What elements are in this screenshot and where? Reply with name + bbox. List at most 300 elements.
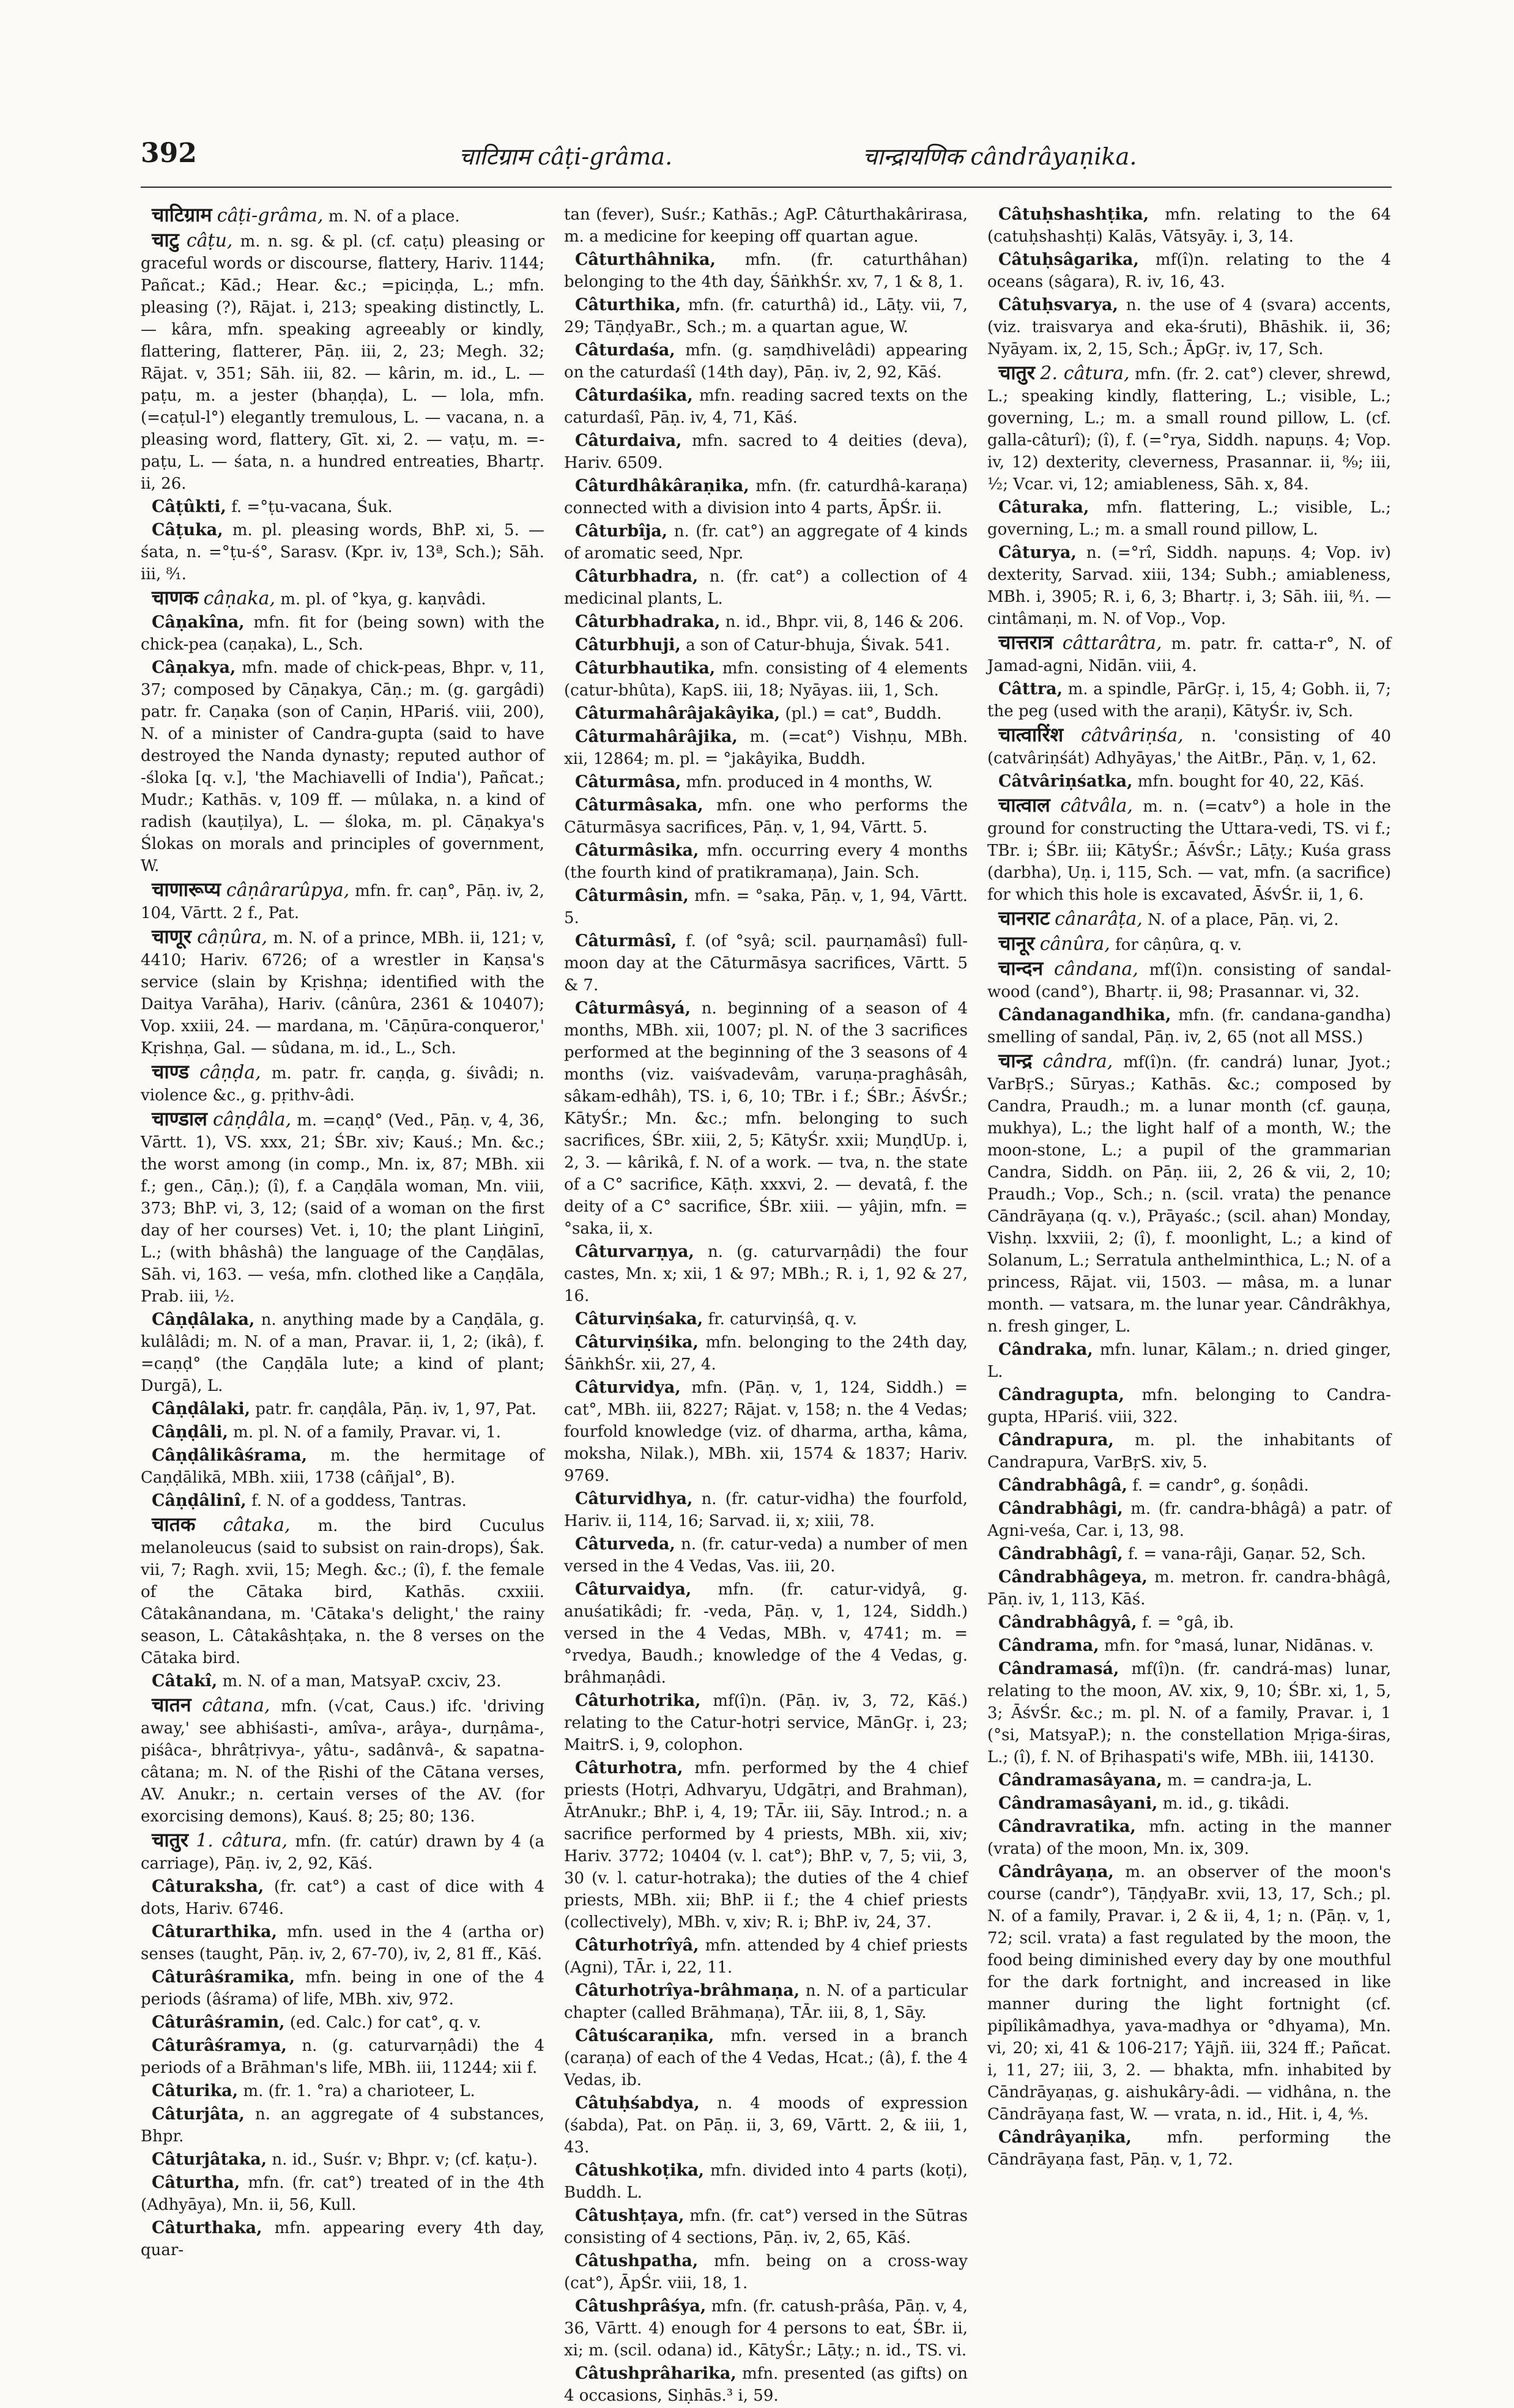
transliteration: câṇḍâla, <box>213 1109 292 1130</box>
headword: Câṭuka, <box>152 520 223 539</box>
dictionary-entry <box>141 1061 544 1106</box>
dictionary-entry <box>987 1429 1391 1473</box>
headword: Câturmâsika, <box>575 841 699 860</box>
definition-text: f. = °gâ, ib. <box>1141 1613 1234 1632</box>
headword: Câturjâtaka, <box>152 2150 267 2169</box>
headword: Câtushpatha, <box>575 2251 699 2270</box>
dictionary-entry <box>141 925 544 1059</box>
columns <box>141 203 1392 2405</box>
headword: Câturarthika, <box>152 1922 277 1941</box>
headword: Cândramasâyani, <box>998 1794 1158 1813</box>
dictionary-entry <box>141 2217 544 2261</box>
dictionary-entry <box>564 658 968 702</box>
headword: Cândramasâyana, <box>998 1771 1162 1790</box>
definition-text: mfn. flattering, L.; visible, L.; governing, L.; m. a small round pillow, L. <box>987 498 1391 539</box>
headword: Câturhotrika, <box>575 1691 701 1710</box>
definition-text: n. (fr. cat°) an aggregate of 4 kinds of aromatic seed, Npr. <box>564 522 968 563</box>
transliteration: câtana, <box>202 1695 270 1716</box>
dictionary-entry <box>564 1308 968 1330</box>
dictionary-entry <box>564 520 968 565</box>
headword: Câṭûkti, <box>152 497 226 516</box>
transliteration: câttarâtra, <box>1062 632 1162 654</box>
transliteration: câṇârarûpya, <box>226 880 350 901</box>
definition-text: n. (fr. catur-vidha) the fourfold, Hariv. ii, 114, 16; Sarvad. ii, x; xiii, 78. <box>564 1490 968 1530</box>
devanagari-headword: चान्द्र <box>998 1049 1033 1072</box>
dictionary-entry <box>987 1566 1391 1610</box>
dictionary-entry <box>564 885 968 929</box>
dictionary-entry <box>564 339 968 383</box>
dictionary-entry <box>564 726 968 770</box>
dictionary-entry <box>564 1488 968 1532</box>
dictionary-entry <box>564 1690 968 1756</box>
dictionary-entry <box>987 1793 1391 1815</box>
dictionary-entry <box>987 1612 1391 1634</box>
headword: Câturbhadra, <box>575 567 699 586</box>
headword: Câturthâhnika, <box>575 250 716 269</box>
definition-text: mfn. performed by the 4 chief priests (Hotṛi, Adhvaryu, Udgātṛi, and Brahman), ĀtrAnukr.; BhP. i, 4, 19; TĀr. iii, Sāy. Introd.; n. a sacrifice performed by 4 priests, MBh. xii, xiv; Hariv. 3772; 10404 (v. l. cat°); BhP. v, 7, 5; vii, 3, 30 (v. l. catur-hotraka); the duties of the 4 chief priests, MBh. xii; BhP. ii f.; the 4 chief priests (collectively), MBh. v, xiv; R. i; BhP. iv, 24, 37. <box>564 1759 968 1932</box>
definition-text: n. the use of 4 (svara) accents, (viz. traisvarya and eka-śruti), Bhāshik. ii, 36; Nyāyam. ix, 2, 15, Sch.; ĀpGṛ. iv, 17, Sch. <box>987 296 1392 358</box>
definition-text: n. id., Suśr. v; Bhpr. v; (cf. kaṭu-). <box>272 2151 538 2169</box>
dictionary-entry <box>987 1475 1391 1497</box>
dictionary-entry <box>141 2012 544 2034</box>
devanagari-headword: चान्दन <box>998 957 1044 980</box>
dictionary-entry <box>564 249 968 293</box>
dictionary-entry <box>987 771 1391 793</box>
dictionary-entry <box>564 2295 968 2362</box>
definition-text: mfn. belonging to Candra-gupta, HPariś. viii, 322. <box>987 1386 1391 1426</box>
definition-text: mfn. occurring every 4 months (the fourth kind of pratikramaṇa), Jain. Sch. <box>564 842 968 882</box>
dictionary-entry <box>141 1490 544 1512</box>
dictionary-entry <box>564 1980 968 2024</box>
headword: Câtuḥśabdya, <box>575 2094 700 2113</box>
definition-text: m. a spindle, PārGṛ. i, 15, 4; Gobh. ii, 7; the peg (used with the araṇi), KātyŚr. iv, Sch. <box>987 680 1391 721</box>
devanagari-headword: चात्वाल <box>998 793 1050 817</box>
headword: Câturaka, <box>998 498 1089 517</box>
transliteration: câtvâriṇśa, <box>1081 725 1184 746</box>
dictionary-entry <box>564 2250 968 2294</box>
dictionary-entry <box>141 229 544 495</box>
headword: Câtushprâharika, <box>575 2364 737 2383</box>
definition-text: mfn. attended by 4 chief priests (Agni), TĀr. i, 22, 11. <box>564 1936 968 1977</box>
devanagari-headword: चाणक <box>152 586 199 609</box>
headword: Câtakî, <box>152 1672 218 1691</box>
definition-text: n. (fr. cat°) a collection of 4 medicinal plants, L. <box>564 568 968 608</box>
headword: Cândragupta, <box>998 1385 1124 1404</box>
dictionary-entry <box>141 1108 544 1308</box>
headword: Câturvidhya, <box>575 1489 693 1508</box>
dictionary-entry <box>141 204 544 228</box>
definition-text: n. (=°rî, Siddh. napuṇs. 4; Vop. iv) dexterity, Sarvad. xiii, 134; Subh.; amiableness, MBh. i, 3905; R. i, 6, 3; Bhartṛ. i, 3; Sāh. iii, ⁸⁄₁. — cintâmaṇi, m. N. of Vop., Vop. <box>987 544 1391 628</box>
definition-text: m. metron. fr. candra-bhâgâ, Pāṇ. iv, 1, 113, Kāś. <box>987 1568 1392 1609</box>
left-running-head: चाटिग्राम câṭi-grâma. <box>459 143 673 170</box>
definition-text: mfn. being in one of the 4 periods (âśrama) of life, MBh. xiv, 972. <box>141 1968 544 2009</box>
definition-text: n. 'consisting of 40 (catvâriṇśát) Adhyāyas,' the AitBr., Pāṇ. v, 1, 62. <box>987 727 1392 768</box>
devanagari-headword: चानराट <box>998 906 1050 930</box>
dictionary-entry <box>141 2172 544 2216</box>
definition-text: mf(î)n. relating to the 4 oceans (sâgara), R. iv, 16, 43. <box>987 251 1391 291</box>
dictionary-entry <box>141 657 544 877</box>
headword: Cândrabhâgeya, <box>998 1568 1148 1587</box>
definition-text: (fr. cat°) a cast of dice with 4 dots, Hariv. 6746. <box>141 1878 544 1918</box>
headword: Câturmâsyá, <box>575 999 691 1018</box>
headword: Câturveda, <box>575 1535 675 1554</box>
devanagari-headword: चाणारूप्य <box>152 878 221 901</box>
headword: Câturviṇśaka, <box>575 1310 703 1328</box>
headword: Câturâśramya, <box>152 2036 287 2055</box>
headword: Câturaksha, <box>152 1877 264 1896</box>
definition-text: mfn. (g. saṃdhivelâdi) appearing on the caturdaśî (14th day), Pāṇ. iv, 2, 92, Kāś. <box>564 341 968 382</box>
headword: Câturmâsî, <box>575 932 677 950</box>
definition-text: n. 4 moods of expression (śabda), Pat. on Pāṇ. ii, 3, 69, Vārtt. 2, & iii, 1, 43. <box>564 2094 968 2157</box>
definition-text: mfn. fit for (being sown) with the chick-pea (caṇaka), L., Sch. <box>141 613 544 654</box>
headword: Câṇḍâlaka, <box>152 1310 255 1329</box>
dictionary-entry <box>564 998 968 1240</box>
dictionary-entry <box>141 1829 544 1875</box>
headword: Câturdhâkâraṇika, <box>575 476 749 495</box>
dictionary-entry <box>141 1513 544 1669</box>
definition-text: (pl.) = cat°, Buddh. <box>785 705 942 723</box>
devanagari-headword: चातन <box>152 1693 191 1716</box>
definition-text: mfn. acting in the manner (vrata) of the moon, Mn. ix, 309. <box>987 1818 1391 1858</box>
headword: Câturhotra, <box>575 1758 683 1777</box>
dictionary-entry <box>564 771 968 793</box>
dictionary-entry <box>564 294 968 338</box>
dictionary-entry <box>987 497 1391 541</box>
headword: Câturhotrîyâ, <box>575 1936 699 1955</box>
headword: Câtuḥsâgarika, <box>998 250 1139 269</box>
devanagari-headword: चाण्डाल <box>152 1107 207 1130</box>
headword: Câturvaidya, <box>575 1580 692 1599</box>
headword: Câṇakîna, <box>152 613 245 632</box>
headword: Câṇḍâli, <box>152 1423 228 1442</box>
dictionary-entry <box>141 612 544 656</box>
transliteration: cânûra, <box>1039 933 1110 955</box>
definition-text: m. N. of a prince, MBh. ii, 121; v, 4410; Hariv. 6726; of a wrestler in Kaṇsa's service (slain by Kṛishṇa; identified with the Daitya Varāha), Hariv. (cânûra, 2361 & 10407); Vop. xxiii, 24. — mardana, m. 'Cāṇūra-conqueror,' Kṛishṇa, Gal. — sûdana, m. id., L., Sch. <box>141 929 544 1058</box>
headword: Câṇḍâlikâśrama, <box>152 1446 308 1465</box>
headword: Câṇḍâlinî, <box>152 1491 247 1510</box>
dictionary-entry <box>564 1533 968 1577</box>
dictionary-entry <box>564 2205 968 2249</box>
definition-text: mfn. divided into 4 parts (koṭi), Buddh. L. <box>564 2162 968 2202</box>
devanagari-headword: चाणूर <box>152 925 191 948</box>
dictionary-entry <box>141 1421 544 1443</box>
definition-text: mfn. bought for 40, 22, Kāś. <box>1137 772 1365 791</box>
dictionary-entry <box>564 385 968 429</box>
headword: Cândrabhâgi, <box>998 1499 1123 1518</box>
headword: Câturvidya, <box>575 1378 681 1397</box>
dictionary-entry <box>987 204 1391 248</box>
definition-text: a son of Catur-bhuja, Śivak. 541. <box>686 636 950 654</box>
headword: Cândrabhâgî, <box>998 1544 1123 1563</box>
definition-text: m. (=cat°) Vishṇu, MBh. xii, 12864; m. pl. = °jakâyika, Buddh. <box>564 728 968 768</box>
dictionary-entry <box>564 1579 968 1689</box>
transliteration: câṭu, <box>186 230 233 251</box>
dictionary-entry <box>987 1861 1391 2125</box>
dictionary-entry <box>987 249 1391 293</box>
definition-text: mfn. (fr. candana-gandha) smelling of sandal, Pāṇ. iv, 2, 65 (not all MSS.) <box>987 1006 1392 1047</box>
dictionary-entry <box>141 2103 544 2147</box>
dictionary-entry <box>987 907 1391 931</box>
headword: Câturmahârâjakâyika, <box>575 704 781 723</box>
dictionary-entry <box>141 2080 544 2102</box>
definition-text: fr. caturviṇśâ, q. v. <box>708 1310 858 1328</box>
definition-text: n. id., Bhpr. vii, 8, 146 & 206. <box>725 613 964 631</box>
transliteration: câtvâla, <box>1060 795 1133 817</box>
headword: Câturdaśika, <box>575 386 693 405</box>
dictionary-entry <box>564 703 968 725</box>
definition-text: mfn. performing the Cāndrāyaṇa fast, Pāṇ. v, 1, 72. <box>987 2128 1391 2169</box>
dictionary-entry <box>564 1757 968 1933</box>
definition-text: m. the hermitage of Caṇḍālikā, MBh. xiii, 1738 (câñjal°, B). <box>141 1447 544 1487</box>
definition-text: mfn. consisting of 4 elements (catur-bhûta), KapS. iii, 18; Nyāyas. iii, 1, Sch. <box>564 659 968 700</box>
headword: Câturtha, <box>152 2173 240 2192</box>
headword: Câtuḥshashṭika, <box>998 205 1149 224</box>
headword: Cândrama, <box>998 1636 1099 1655</box>
definition-text: mfn. fr. caṇ°, Pāṇ. iv, 2, 104, Vārtt. 2 f., Pat. <box>141 882 545 922</box>
definition-text: patr. fr. caṇḍâla, Pāṇ. iv, 1, 97, Pat. <box>255 1400 537 1418</box>
column-2 <box>564 204 968 2408</box>
definition-text: mfn. being on a cross-way (cat°), ĀpŚr. viii, 18, 1. <box>564 2252 968 2292</box>
definition-text: f. = vana-râji, Gaṇar. 52, Sch. <box>1128 1545 1366 1563</box>
headword: Câturmâsin, <box>575 886 689 905</box>
dictionary-entry <box>564 2092 968 2158</box>
devanagari-headword: चानूर <box>998 932 1035 955</box>
dictionary-entry <box>564 1241 968 1307</box>
dictionary-entry <box>987 1384 1391 1428</box>
devanagari-headword: चाटिग्राम <box>152 203 212 226</box>
definition-text: f. (of °syâ; scil. paurṇamâsî) full-moon day at the Cāturmāsya sacrifices, Vārtt. 5 & 7. <box>564 932 968 995</box>
dictionary-entry <box>987 1635 1391 1657</box>
headword: Câturvarṇya, <box>575 1242 694 1261</box>
headword: Câturmahârâjika, <box>575 727 738 746</box>
transliteration: câṇûra, <box>197 927 268 948</box>
definition-text: mf(î)n. (Pāṇ. iv, 3, 72, Kāś.) relating to the Catur-hotṛi service, MānGṛ. i, 23; MaitrS. i, 9, colophon. <box>564 1692 968 1754</box>
definition-text: f. =°ṭu-vacana, Śuk. <box>231 498 393 516</box>
definition-text: m. pl. N. of a family, Pravar. vi, 1. <box>233 1423 501 1442</box>
devanagari-headword: चाटु <box>152 228 179 251</box>
headword: Câturmâsa, <box>575 772 681 791</box>
headword: Cândrabhâgâ, <box>998 1476 1127 1495</box>
definition-text: m. N. of a man, MatsyaP. cxciv, 23. <box>222 1672 502 1691</box>
definition-text: m. pl. of °kya, g. kaṇvâdi. <box>280 590 486 609</box>
definition-text: m. pl. the inhabitants of Candrapura, VarBṛS. xiv, 5. <box>987 1431 1392 1472</box>
transliteration: 1. câtura, <box>196 1830 288 1851</box>
dictionary-entry <box>141 1445 544 1489</box>
definition-text: mfn. reading sacred texts on the caturdaśî, Pāṇ. iv, 4, 71, Kāś. <box>564 387 968 427</box>
definition-text: mfn. (fr. catúr) drawn by 4 (a carriage), Pāṇ. iv, 2, 92, Kāś. <box>141 1832 544 1873</box>
definition-text: mfn. produced in 4 months, W. <box>686 773 933 791</box>
dictionary-entry <box>987 724 1391 769</box>
definition-text: m. (fr. candra-bhâgâ) a patr. of Agni-veśa, Car. i, 13, 98. <box>987 1500 1391 1540</box>
headword: Câturhotrîya-brâhmaṇa, <box>575 1981 800 2000</box>
definition-text: m. an observer of the moon's course (candr°), TāṇḍyaBr. xvii, 13, 17, Sch.; pl. N. of a family, Pravar. i, 2 & ii, 4, 1; n. (Pāṇ. v, 1, 72; scil. vrata) a fast regulated by the moon, the food being diminished every day by one mouthful for the dark fortnight, and increased in like manner during the light fortnight (cf. pipîlikâmadhya, yava-madhya or °dhyama), Mn. vi, 20; xi, 41 & 106-217; Yājñ. iii, 324 ff.; Pañcat. i, 11, 27; iii, 3, 2. — bhakta, mfn. inhabited by Cāndrāyaṇas, g. aishukâry-âdi. — vidhâna, n. the Cāndrāyaṇa fast, W. — vrata, n. id., Hit. i, 4, ⁴⁄₅. <box>987 1863 1391 2124</box>
definition-text: m. n. sg. & pl. (cf. caṭu) pleasing or graceful words or discourse, flattery, Hariv. 1144; Pañcat.; Kād.; Hear. &c.; =piciṇḍa, L.; mfn. pleasing (?), Rājat. i, 213; speaking distinctly, L. — kâra, mfn. speaking agreeably or kindly, flattering, flatterer, Pāṇ. iii, 2, 23; Megh. 32; Rājat. v, 351; Sāh. iii, 82. — kârin, m. id., L. — paṭu, m. a jester (bhaṇḍa), L. — lola, mfn. (=caṭul-l°) elegantly tremulous, L. — vacana, n. a pleasing word, flattery, Gīt. xi, 2. — vaṭu, m. =-paṭu, L. — śata, n. a hundred entreaties, Bhartṛ. ii, 26. <box>141 232 544 493</box>
definition-text: mfn. (√cat, Caus.) ifc. 'driving away,' see abhiśasti-, amîva-, arâya-, durṇâma-, piśâca-, bhrâtṛivya-, yâtu-, sadânvâ-, & sapatna-câtana; m. N. of the Ṛishi of the Cātana verses, AV. Anukr.; n. certain verses of the AV. (for exorcising demons), Kauś. 8; 25; 80; 136. <box>141 1697 544 1826</box>
dictionary-entry <box>564 930 968 996</box>
dictionary-entry <box>564 2025 968 2091</box>
headword: Câtushkoṭika, <box>575 2161 704 2180</box>
headword: Câturmâsaka, <box>575 796 703 815</box>
definition-text: m. (fr. 1. °ra) a charioteer, L. <box>243 2082 475 2100</box>
dictionary-entry <box>141 1398 544 1420</box>
headword: Câtuḥsvarya, <box>998 295 1118 314</box>
definition-text: n. beginning of a season of 4 months, MBh. xii, 1007; pl. N. of the 3 sacrifices performed at the beginning of the 3 seasons of 4 months (viz. vaiśvadevâm, varuṇa-praghâsâh, sâkam-edhâh), TS. i, 6, 10; TBr. i f.; ŚBr.; ĀśvŚr.; KātyŚr.; Mn. &c.; mfn. belonging to such sacrifices, ŚBr. xiii, 2, 5; KātyŚr. xxii; MuṇḍUp. i, 2, 3. — kârikâ, f. N. of a work. — tva, n. the state of a C° sacrifice, Kāṭh. xxxvi, 2. — devatâ, f. the deity of a C° sacrifice, ŚBr. xiii. — yâjin, mfn. = °saka, ii, x. <box>564 999 968 1238</box>
dictionary-entry <box>987 361 1391 495</box>
dictionary-entry <box>564 2160 968 2204</box>
dictionary-entry <box>987 2127 1391 2171</box>
definition-text: n. N. of a particular chapter (called Brāhmaṇa), TĀr. iii, 8, 1, Sāy. <box>564 1982 968 2022</box>
definition-text: m. N. of a place. <box>328 207 460 226</box>
transliteration: cândra, <box>1042 1051 1113 1072</box>
transliteration: câṇḍa, <box>199 1062 261 1083</box>
dictionary-entry <box>987 794 1391 906</box>
definition-text: m. = candra-ja, L. <box>1167 1771 1312 1790</box>
definition-text: m. pl. pleasing words, BhP. xi, 5. — śata, n. =°ṭu-ś°, Sarasv. (Kpr. iv, 13ª, Sch.); Sāh. iii, ⁸⁄₁. <box>141 521 545 583</box>
definition-text: mfn. lunar, Kālam.; n. dried ginger, L. <box>987 1341 1391 1381</box>
headword: Cândrâyaṇa, <box>998 1862 1114 1881</box>
dictionary-entry <box>564 475 968 519</box>
headword: Câturika, <box>152 2081 239 2100</box>
column-1 <box>141 204 544 2408</box>
definition-text: mfn. made of chick-peas, Bhpr. v, 11, 37; composed by Cāṇakya, Cāṇ.; m. (g. gargâdi) patr. fr. Caṇaka (son of Caṇin, HPariś. viii, 200), N. of a minister of Candra-gupta (said to have destroyed the Nanda dynasty; reputed author of -śloka [q. v.], 'the Machiavelli of India'), Pañcat.; Mudr.; Kathās. v, 109 ff. — mûlaka, n. a kind of radish (kauṭilya), L. — śloka, m. pl. Cāṇakya's Ślokas on morals and principles of government, W. <box>141 659 544 875</box>
headword: Câturbhautika, <box>575 659 716 678</box>
transliteration: cânarâṭa, <box>1055 908 1143 930</box>
dictionary-entry <box>987 1339 1391 1383</box>
definition-text: mfn. (fr. caturthâhan) belonging to the 4th day, ŚāṅkhŚr. xv, 7, 1 & 8, 1. <box>564 251 968 291</box>
definition-text: m. n. (=catv°) a hole in the ground for constructing the Uttara-vedi, TS. vi f.; TBr. i; ŚBr. iii; KātyŚr.; ĀśvŚr.; Lāṭy.; Kuśa grass (darbha), Uṇ. i, 115, Sch. — vat, mfn. (a sacrifice) for which this hole is excavated, ĀśvŚr. ii, 1, 6. <box>987 798 1392 904</box>
headword: Cândraka, <box>998 1340 1093 1359</box>
definition-text: n. an aggregate of 4 substances, Bhpr. <box>141 2105 544 2146</box>
dictionary-page <box>141 132 1392 2405</box>
definition-text: (ed. Calc.) for cat°, q. v. <box>289 2013 481 2032</box>
headword: Cândanagandhika, <box>998 1006 1171 1024</box>
dictionary-entry <box>141 496 544 518</box>
definition-text: mfn. belonging to the 24th day, ŚāṅkhŚr. xii, 27, 4. <box>564 1333 968 1374</box>
definition-text: mf(î)n. (fr. candrá-mas) lunar, relating to the moon, AV. xix, 9, 10; ŚBr. xi, 1, 5, 3; ĀśvŚr. &c.; m. pl. N. of a family, Pravar. i, 1 (°si, MatsyaP.); n. the constellation Mṛiga-śiras, L.; (î), f. N. of Bṛihaspati's wife, MBh. iii, 14130. <box>987 1660 1391 1766</box>
definition-text: m. patr. fr. catta-r°, N. of Jamad-agni, Nidān. viii, 4. <box>987 635 1392 675</box>
page-number: 392 <box>141 138 197 169</box>
dictionary-entry <box>564 634 968 656</box>
dictionary-entry <box>987 1816 1391 1860</box>
headword: Câturya, <box>998 543 1077 562</box>
headword: Câṇḍâlaki, <box>152 1399 251 1418</box>
definition-text: mfn. appearing every 4th day, quar- <box>141 2219 544 2259</box>
definition-text: mfn. (fr. catush-prâśa, Pāṇ. v, 4, 36, Vārtt. 4) enough for 4 persons to eat, ŚBr. ii, xi; m. (scil. odana) id., KātyŚr.; Lāṭy.; n. id., TS. vi. <box>564 2297 968 2360</box>
headword: Câtushṭaya, <box>575 2206 685 2225</box>
definition-text: m. =caṇḍ° (Ved., Pāṇ. v, 4, 36, Vārtt. 1), VS. xxx, 21; ŚBr. xiv; Kauś.; Mn. &c.; the worst among (in comp., Mn. ix, 87; MBh. xii f.; gen., Cāṇ.); (î), f. a Caṇḍāla woman, Mn. viii, 373; BhP. vi, 3, 12; (said of a woman on the first day of her courses) Vet. i, 10; the plant Liṅginī, L.; (with bhâshâ) the language of the Caṇḍālas, Sāh. vi, 163. — veśa, mfn. clothed like a Caṇḍāla, Prab. iii, ¹⁄₂. <box>141 1111 545 1306</box>
headword: Câturthika, <box>575 295 681 314</box>
dictionary-entry <box>564 1377 968 1487</box>
definition-text: mfn. = °saka, Pāṇ. v, 1, 94, Vārtt. 5. <box>564 887 968 927</box>
headword: Câttra, <box>998 680 1063 698</box>
definition-text: mfn. (fr. catur-vidyâ, g. anuśatikâdi; fr. -veda, Pāṇ. v, 1, 124, Siddh.) versed in the 4 Vedas, MBh. v, 4741; m. = °rvedya, Baudh.; knowledge of the 4 Vedas, g. brâhmaṇâdi. <box>564 1580 968 1687</box>
dictionary-entry <box>987 294 1391 360</box>
dictionary-entry <box>564 566 968 610</box>
definition-text: mf(î)n. consisting of sandal-wood (cand°), Bhartṛ. ii, 98; Prasannar. vi, 32. <box>987 961 1392 1001</box>
headword: Cândravratika, <box>998 1817 1136 1836</box>
dictionary-entry <box>987 1543 1391 1565</box>
dictionary-entry <box>564 1935 968 1979</box>
definition-text: f. = candr°, g. śoṇâdi. <box>1132 1476 1309 1495</box>
definition-text: f. N. of a goddess, Tantras. <box>251 1492 467 1510</box>
definition-text: mfn. presented (as gifts) on 4 occasions, Siṇhās.³ i, 59. <box>564 2365 968 2405</box>
transliteration: câtaka, <box>223 1514 291 1536</box>
dictionary-entry <box>141 1876 544 1920</box>
dictionary-entry <box>987 957 1391 1003</box>
dictionary-entry <box>987 1050 1391 1338</box>
dictionary-entry <box>141 2149 544 2171</box>
definition-text: m. the bird Cuculus melanoleucus (said to subsist on rain-drops), Śak. vii, 7; Ragh. xvii, 15; Megh. &c.; (î), f. the female of the Cātaka bird, Kathās. cxxiii. Câtakânandana, m. 'Cātaka's delight,' the rainy season, L. Câtakâshṭaka, n. the 8 verses on the Cātaka bird. <box>141 1517 544 1667</box>
dictionary-entry <box>141 878 544 924</box>
definition-text: n. (fr. catur-veda) a number of men versed in the 4 Vedas, Vas. iii, 20. <box>564 1535 968 1576</box>
definition-text: n. anything made by a Caṇḍāla, g. kulâlâdi; m. N. of a man, Pravar. ii, 1, 2; (ikâ), f. =caṇḍ° (the Caṇḍāla lute; a kind of plant; Durgā), L. <box>141 1311 544 1395</box>
dictionary-entry <box>141 587 544 610</box>
definition-text: N. of a place, Pāṇ. vi, 2. <box>1148 911 1339 929</box>
headword: Câturjâta, <box>152 2105 245 2124</box>
definition-text: m. patr. fr. caṇḍa, g. śivâdi; n. violence &c., g. pṛithv-âdi. <box>141 1064 545 1105</box>
devanagari-headword: चात्वारिंश <box>998 723 1064 746</box>
devanagari-headword: चाण्ड <box>152 1060 189 1083</box>
definition-text: mfn. for °masá, lunar, Nidānas. v. <box>1104 1637 1374 1655</box>
definition-text: m. id., g. tikâdi. <box>1162 1795 1290 1813</box>
dictionary-entry <box>141 1694 544 1828</box>
definition-text: mfn. (fr. 2. cat°) clever, shrewd, L.; speaking kindly, flattering, L.; visible, L.; governing, L.; m. a small round pillow, L. (cf. galla-câturî); (î), f. (=°rya, Siddh. napuṇs. 4; Vop. iv, 12) dexterity, cleverness, Prasannar. ii, ⁸⁄₉; iii, ¹⁄₂; Vcar. vi, 12; amiableness, Sāh. x, 84. <box>987 365 1391 494</box>
dictionary-entry <box>987 1769 1391 1791</box>
dictionary-entry <box>141 519 544 585</box>
column-3 <box>987 204 1391 2408</box>
headword: Cândrâyaṇika, <box>998 2128 1132 2147</box>
definition-text: mfn. (fr. caturthâ) id., Lāṭy. vii, 7, 29; TāṇḍyaBr., Sch.; m. a quartan ague, W. <box>564 296 968 336</box>
headword: Cândramasá, <box>998 1659 1119 1678</box>
dictionary-entry <box>987 932 1391 956</box>
dictionary-entry <box>141 1309 544 1397</box>
headword: Câturâśramin, <box>152 2013 285 2032</box>
headword: Câturdaiva, <box>575 431 682 450</box>
dictionary-entry <box>141 1670 544 1692</box>
definition-text: tan (fever), Suśr.; Kathās.; AgP. Câturthakârirasa, m. a medicine for keeping off quartan ague. <box>564 206 968 246</box>
transliteration: câṭi-grâma, <box>217 205 324 226</box>
devanagari-headword: चात्तरात्र <box>998 631 1053 654</box>
headword: Câturâśramika, <box>152 1968 295 1987</box>
transliteration: câṇaka, <box>203 588 276 609</box>
definition-text: mf(î)n. (fr. candrá) lunar, Jyot.; VarBṛS.; Sūryas.; Kathās. &c.; composed by Candra, Praudh.; m. a lunar month (cf. gauṇa, mukhya), L.; the light half of a month, W.; the moon-stone, L.; a pupil of the grammarian Candra, Siddh. on Pāṇ. iii, 2, 26 & vii, 2, 10; Praudh.; Vop., Sch.; n. (scil. vrata) the penance Cāndrāyaṇa (q. v.), Prāyaśc.; (scil. ahan) Monday, Vishṇ. lxxviii, 2; (î), f. moonlight, L.; a kind of Solanum, L.; Serratula anthelminthica, L.; N. of a princess, Rājat. vii, 1503. — mâsa, m. a lunar month. — vatsara, m. the lunar year. Cândrâkhya, n. fresh ginger, L. <box>987 1053 1392 1336</box>
dictionary-entry <box>987 1498 1391 1542</box>
headword: Cândrapura, <box>998 1431 1114 1450</box>
definition-text: mfn. (fr. cat°) versed in the Sūtras consisting of 4 sections, Pāṇ. iv, 2, 65, Kāś. <box>564 2207 968 2247</box>
dictionary-entry <box>141 2035 544 2079</box>
definition-text: mfn. (Pāṇ. v, 1, 124, Siddh.) = cat°, MBh. iii, 8227; Rājat. v, 158; n. the 4 Vedas; fourfold knowledge (viz. of dharma, artha, kâma, moksha, Nilak.), MBh. xii, 1574 & 1837; Hariv. 9769. <box>564 1379 968 1485</box>
dictionary-entry <box>564 430 968 474</box>
dictionary-entry <box>987 678 1391 722</box>
dictionary-entry <box>141 1921 544 1965</box>
dictionary-entry <box>141 1966 544 2010</box>
definition-text: mfn. (fr. cat°) treated of in the 4th (Adhyāya), Mn. ii, 56, Kull. <box>141 2174 544 2214</box>
page-header <box>141 132 1392 188</box>
definition-text: mfn. relating to the 64 (catuḥshashṭi) Kalās, Vātsyāy. i, 3, 14. <box>987 206 1391 246</box>
headword: Câtushprâśya, <box>575 2297 707 2316</box>
dictionary-entry <box>564 204 968 248</box>
definition-text: mfn. versed in a branch (caraṇa) of each of the 4 Vedas, Hcat.; (â), f. the 4 Vedas, ib. <box>564 2027 968 2089</box>
headword: Câturbîja, <box>575 522 668 541</box>
headword: Câturdaśa, <box>575 341 675 360</box>
headword: Câturbhuji, <box>575 635 681 654</box>
headword: Câṇakya, <box>152 658 236 677</box>
definition-text: mfn. one who performs the Cāturmāsya sacrifices, Pāṇ. v, 1, 94, Vārtt. 5. <box>564 796 968 837</box>
headword: Câturviṇśika, <box>575 1333 699 1352</box>
dictionary-entry <box>987 631 1391 677</box>
headword: Câtuścaraṇika, <box>575 2026 714 2045</box>
headword: Câturbhadraka, <box>575 612 721 631</box>
